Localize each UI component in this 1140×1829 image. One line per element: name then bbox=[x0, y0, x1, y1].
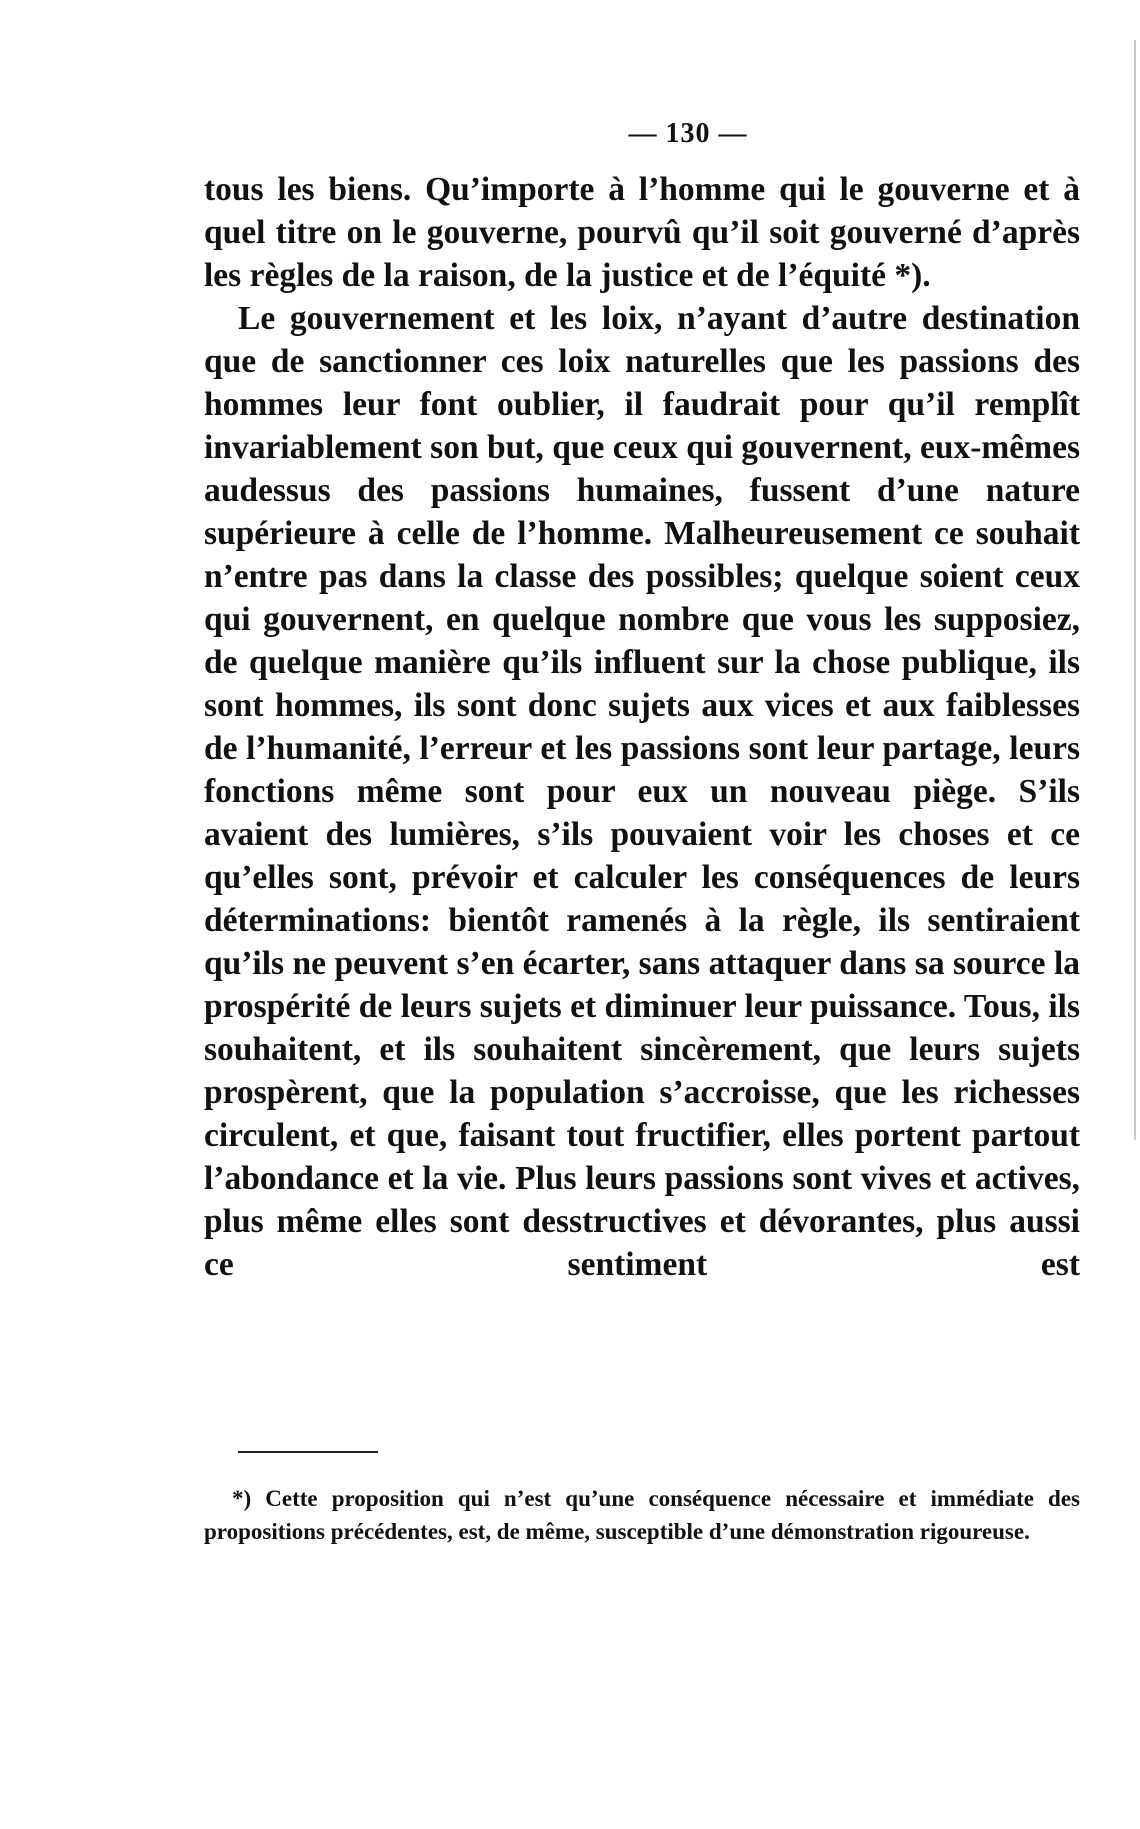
main-text bbox=[204, 168, 1080, 1286]
paragraph-government: Le gouvernement et les loix, n’ayant d’autre destination que de sanctionner ces loix naturelles que les passions des hommes leur font oublier, il faudrait pour qu’il remplît invariablement son but, que ceux qui gouvernent, eux-mêmes audessus des passions humaines, fussent d’une nature supérieure à celle de l’homme. Malheureusement ce souhait n’entre pas dans la classe des possibles; quelque soient ceux qui gouvernent, en quelque nombre que vous les supposiez, de quelque manière qu’ils influent sur la chose publique, ils sont hommes, ils sont donc sujets aux vices et aux faiblesses de l’humanité, l’erreur et les passions sont leur partage, leurs fonctions même sont pour eux un nouveau piège. S’ils avaient des lumières, s’ils pouvaient voir les choses et ce qu’elles sont, prévoir et calculer les conséquences de leurs déterminations: bientôt ramenés à la règle, ils sentiraient qu’ils ne peuvent s’en écarter, sans attaquer dans sa source la prospérité de leurs sujets et diminuer leur puissance. Tous, ils souhaitent, et ils souhaitent sincèrement, que leurs sujets prospèrent, que la population s’accroisse, que les richesses circulent, et que, faisant tout fructifier, elles portent partout l’abondance et la vie. Plus leurs passions sont vives et actives, plus même elles sont desstructives et dévorantes, plus aussi ce sentiment est bbox=[204, 300, 1080, 1283]
page-number: — 130 — bbox=[628, 118, 748, 149]
page-edge-line bbox=[1134, 40, 1136, 1140]
footnote-text: *) Cette proposition qui n’est qu’une conséquence nécessaire et immédiate des propositions précédentes, est, de même, susceptible d’une démonstration rigoureuse. bbox=[204, 1486, 1080, 1544]
footnote bbox=[204, 1482, 1080, 1548]
footnote-divider bbox=[238, 1451, 378, 1453]
paragraph-continuation: tous les biens. Qu’importe à l’homme qui le gouverne et à quel titre on le gouverne, pourvû qu’il soit gouverné d’après les règles de la raison, de la justice et de l’équité *). bbox=[204, 171, 1080, 294]
